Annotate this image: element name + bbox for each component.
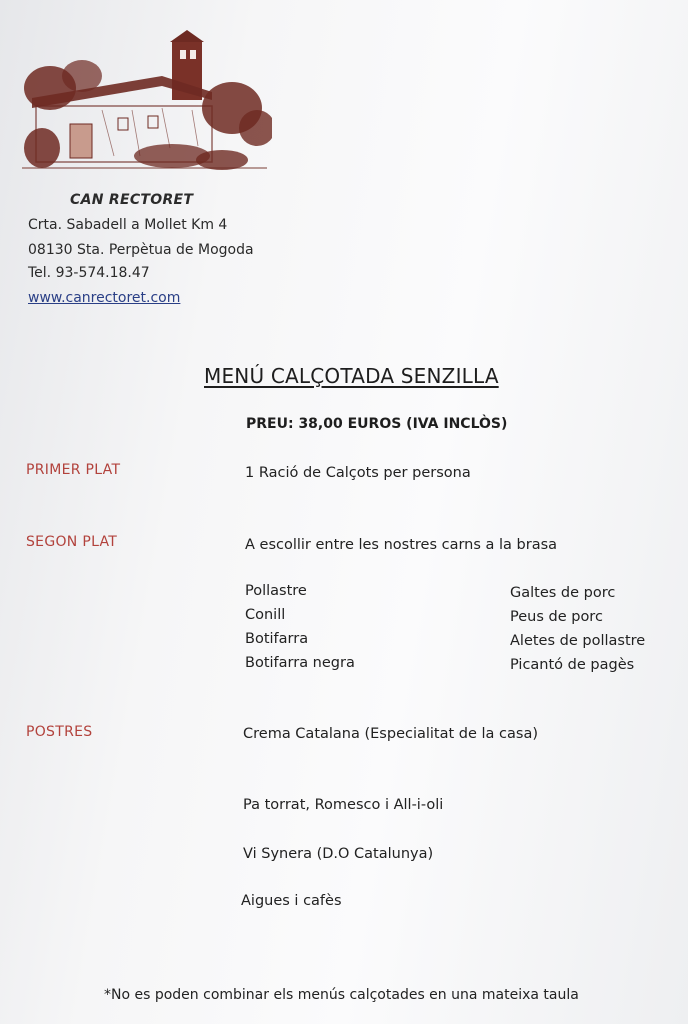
primer-plat-text: 1 Ració de Calçots per persona [245, 465, 471, 481]
meat-option: Aletes de pollastre [510, 633, 646, 649]
segon-plat-intro: A escollir entre les nostres carns a la brasa [245, 537, 558, 553]
extra-item: Aigues i cafès [241, 893, 342, 909]
restaurant-name: CAN RECTORET [70, 192, 194, 208]
website-link[interactable]: www.canrectoret.com [28, 290, 181, 306]
section-segon-plat: SEGON PLAT [26, 534, 118, 550]
section-primer-plat: PRIMER PLAT [26, 462, 121, 478]
address-line-1: Crta. Sabadell a Mollet Km 4 [28, 217, 228, 233]
footnote: *No es poden combinar els menús calçotades en una mateixa taula [104, 987, 579, 1003]
extra-item: Vi Synera (D.O Catalunya) [243, 846, 434, 862]
farmhouse-sketch-icon [22, 28, 272, 178]
meat-option: Galtes de porc [510, 585, 616, 601]
meat-option: Pollastre [245, 583, 307, 599]
meat-option: Conill [245, 607, 286, 623]
extra-item: Pa torrat, Romesco i All-i-oli [243, 797, 444, 813]
address-line-2: 08130 Sta. Perpètua de Mogoda [28, 242, 254, 258]
menu-price: PREU: 38,00 EUROS (IVA INCLÒS) [246, 416, 508, 432]
postres-text: Crema Catalana (Especialitat de la casa) [243, 726, 539, 742]
menu-title: MENÚ CALÇOTADA SENZILLA [204, 364, 499, 388]
section-postres: POSTRES [26, 724, 93, 740]
meat-option: Botifarra negra [245, 655, 355, 671]
phone-number: Tel. 93-574.18.47 [28, 265, 150, 281]
meat-option: Picantó de pagès [510, 657, 635, 673]
meat-option: Peus de porc [510, 609, 603, 625]
meat-option: Botifarra [245, 631, 309, 647]
